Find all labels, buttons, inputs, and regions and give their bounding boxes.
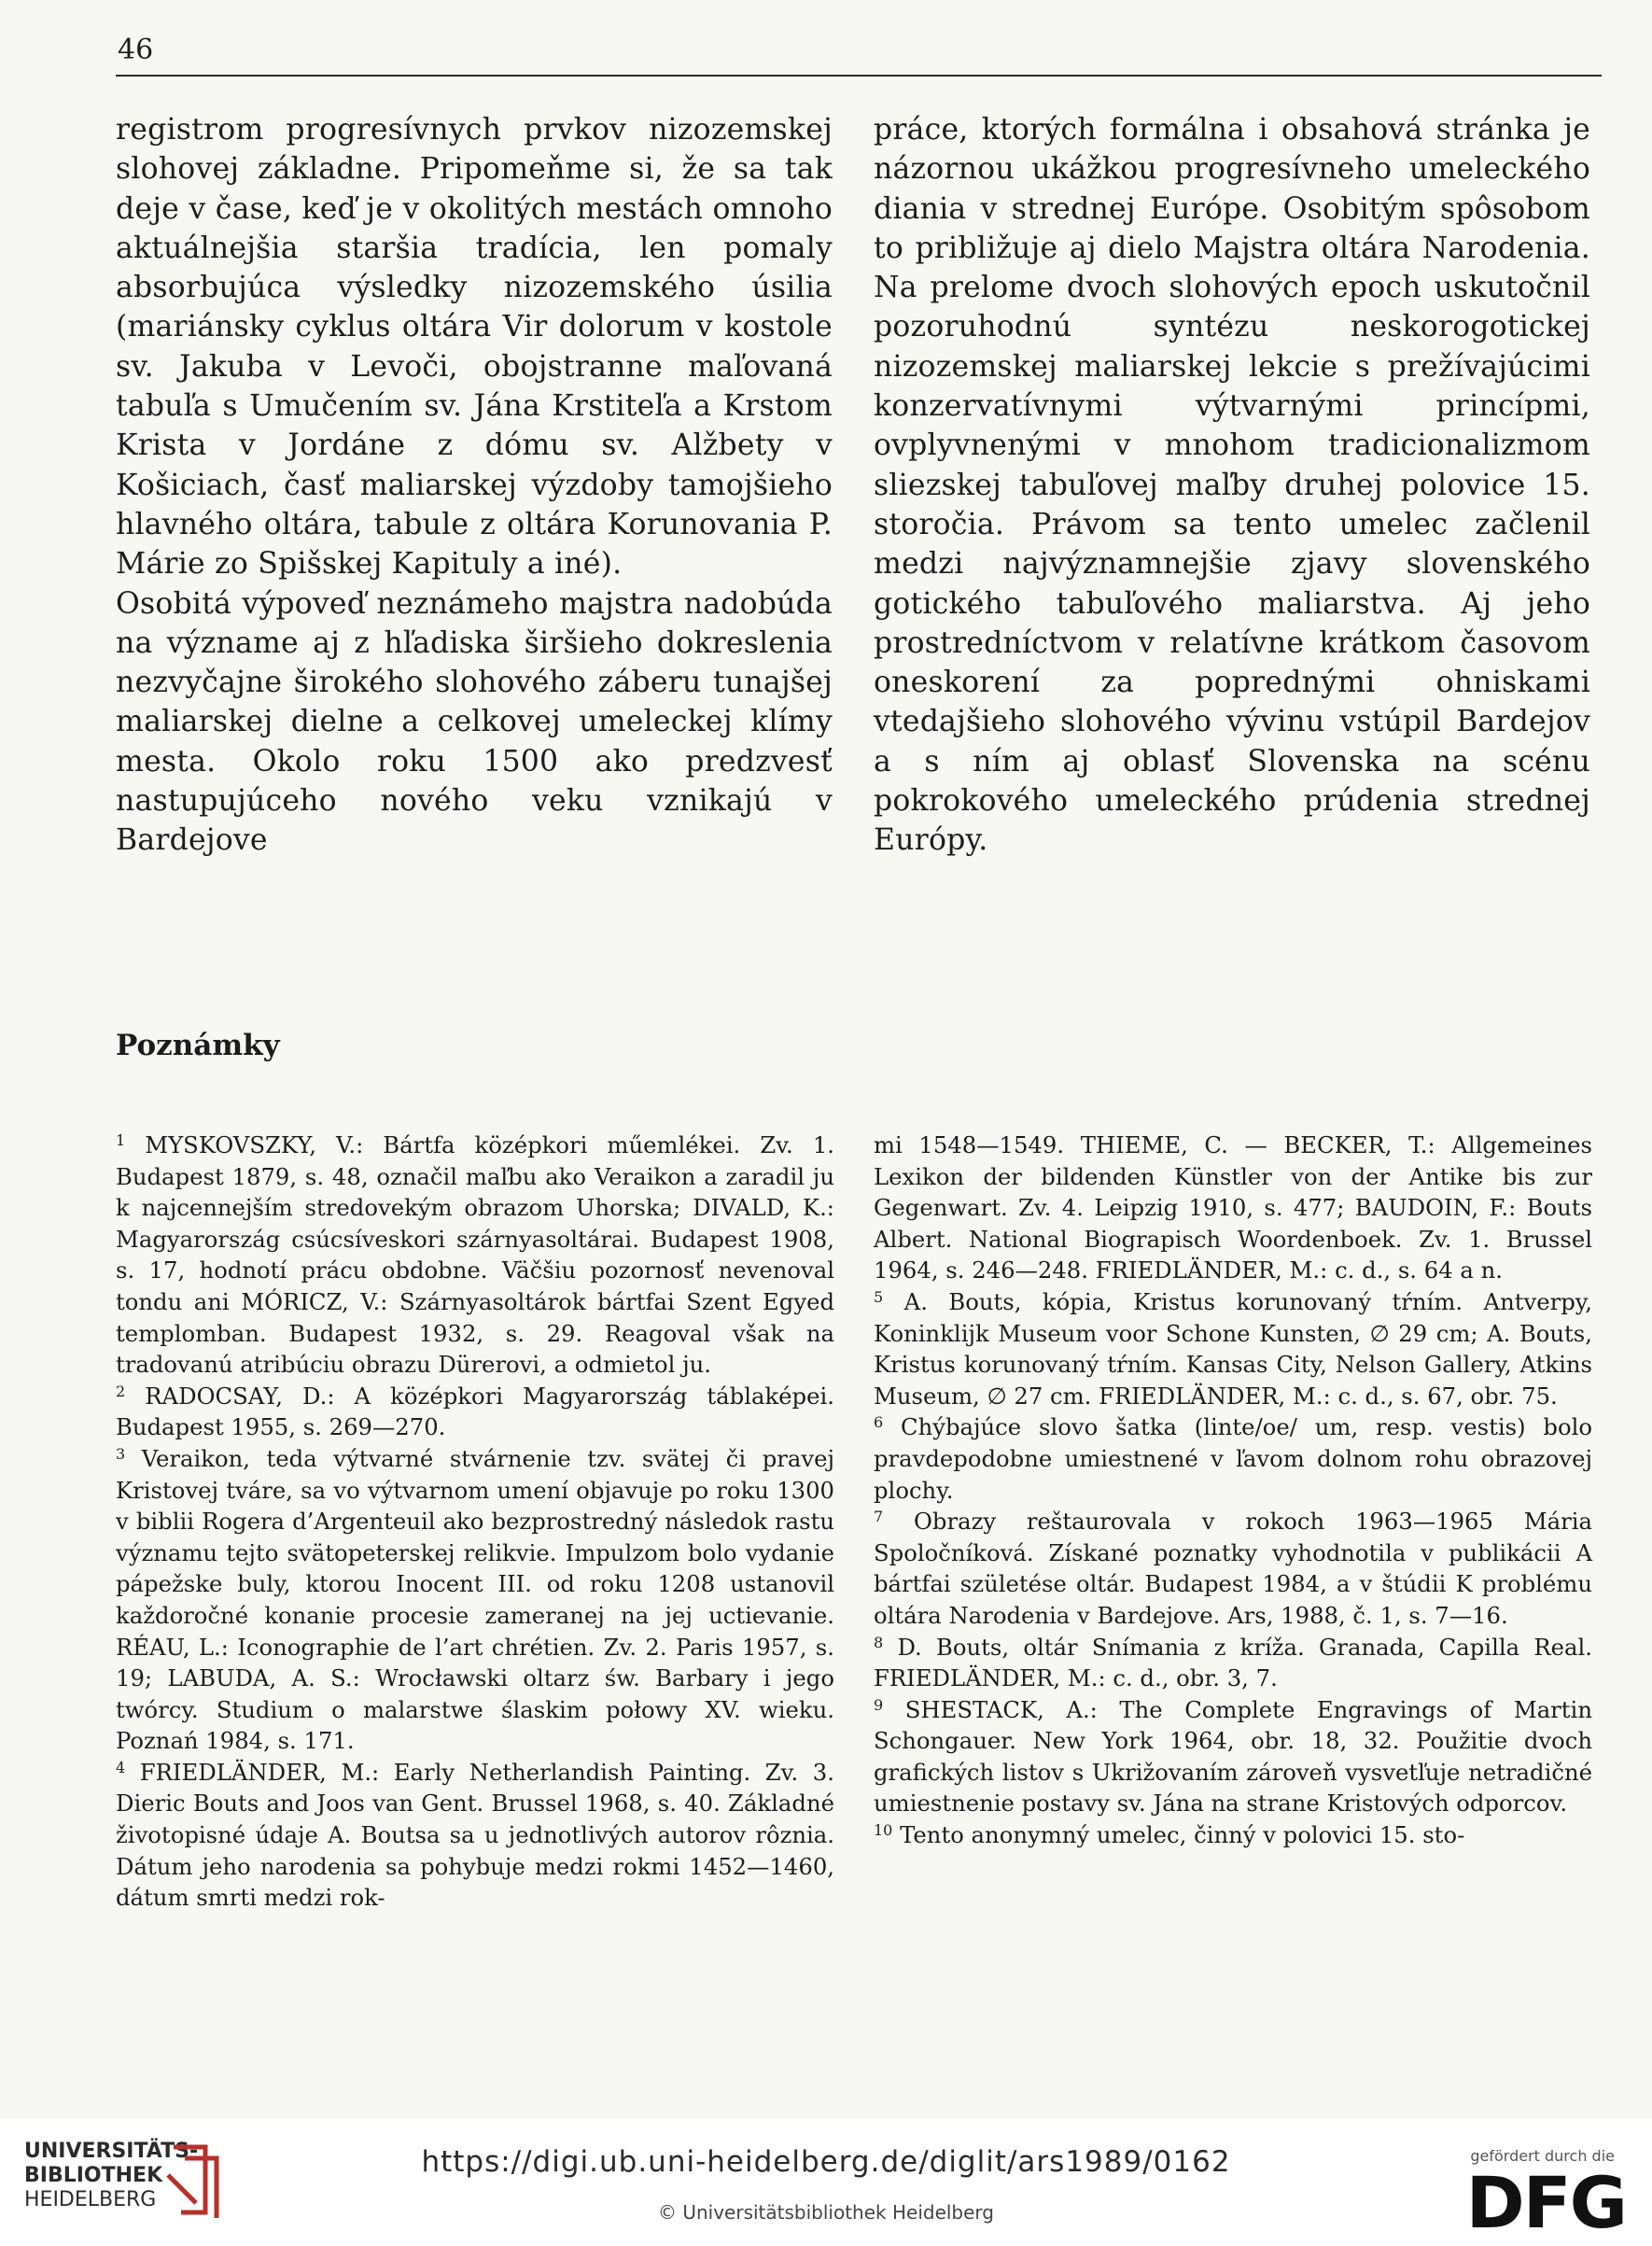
- footnote: [874, 1632, 1592, 1694]
- footnote-number: 3: [116, 1444, 126, 1463]
- footnote-number: 7: [874, 1508, 884, 1526]
- footnote-text: Chýbajúce slovo šatka (linte/oe/ um, resp. vestis) bolo pravdepodobne umiestnené v ľavom dolnom rohu obrazovej plochy.: [874, 1413, 1592, 1504]
- footnote: [874, 1286, 1592, 1411]
- footnote: [116, 1130, 834, 1381]
- footnote: [116, 1443, 834, 1757]
- footnote-number: 6: [874, 1413, 884, 1432]
- footnote: [874, 1694, 1592, 1819]
- footnote: [116, 1757, 834, 1914]
- footnote-number: 1: [116, 1131, 126, 1149]
- footnote-number: 8: [874, 1633, 884, 1651]
- footnote-text: SHESTACK, A.: The Complete Engravings of Martin Schongauer. New York 1964, obr. 18, 32. Použitie dvoch grafických listov s Ukrižovaním zároveň vysvetľuje netradičné umiestnenie postavy sv. Jána na strane Kristových odporcov.: [874, 1695, 1592, 1818]
- footnote: [874, 1411, 1592, 1506]
- body-column-right: [874, 110, 1590, 861]
- footnote: [874, 1506, 1592, 1631]
- footnote-number: 9: [874, 1695, 884, 1714]
- footnote: [874, 1819, 1592, 1851]
- footnote-text: RADOCSAY, D.: A középkori Magyarország táblaképei. Budapest 1955, s. 269—270.: [116, 1382, 834, 1441]
- body-paragraph: Osobitá výpoveď neznámeho majstra nadobúda na význame aj z hľadiska širšieho dokreslenia nezvyčajne širokého slohového záberu tunajšej maliarskej dielne a celkovej umeleckej klímy mesta. Okolo roku 1500 ako predzvesť nastupujúceho nového veku vznikajú v Bardejove: [116, 586, 833, 858]
- footnote: [116, 1381, 834, 1443]
- footnote-continuation: [874, 1130, 1592, 1286]
- body-paragraph: registrom progresívnych prvkov nizozemskej slohovej základne. Pripomeňme si, že sa tak deje v čase, keď je v okolitých mestách omnoho aktuálnejšia staršia tradícia, len pomaly absorbujúca výsledky nizozemského úsilia (mariánsky cyklus oltára Vir dolorum v kostole sv. Jakuba v Levoči, obojstranne maľovaná tabuľa s Umučením sv. Jána Krstiteľa a Krstom Krista v Jordáne z dómu sv. Alžbety v Košiciach, časť maliarskej výzdoby tamojšieho hlavného oltára, tabule z oltára Korunovania P. Márie zo Spišskej Kapituly a iné).: [116, 113, 833, 582]
- library-name-line: BIBLIOTHEK: [24, 2164, 163, 2187]
- notes-column-left: [116, 1130, 834, 1914]
- notes-column-right: [874, 1130, 1592, 1851]
- footnote-text: MYSKOVSZKY, V.: Bártfa középkori műemlékei. Zv. 1. Budapest 1879, s. 48, označil maľbu ako Veraikon a zaradil ju k najcennejším stredovekým obrazom Uhorska; DIVALD, K.: Magyarország csúcsíveskori szárnyasoltárai. Budapest 1908, s. 17, hodnotí prácu obdobne. Väčšiu pozornosť nevenoval tondu ani MÓRICZ, V.: Szárnyasoltárok bártfai Szent Egyed templomban. Budapest 1932, s. 29. Reagoval však na tradovanú atribúciu obrazu Dürerovi, a odmietol ju.: [116, 1131, 834, 1379]
- funder-label: gefördert durch die: [1470, 2147, 1615, 2165]
- footnote-text: Obrazy reštaurovala v rokoch 1963—1965 Mária Spoločníková. Získané poznatky vyhodnotila v publikácii A bártfai születése oltár. Budapest 1984, a v štúdii K problému oltára Narodenia v Bardejove. Ars, 1988, č. 1, s. 7—16.: [874, 1508, 1592, 1629]
- footnote-number: 10: [874, 1821, 893, 1840]
- dfg-logo[interactable]: DFG: [1465, 2161, 1626, 2244]
- library-name-line: UNIVERSITÄTS-: [24, 2140, 199, 2163]
- body-paragraph: práce, ktorých formálna i obsahová stránka je názornou ukážkou progresívneho umeleckého diania v strednej Európe. Osobitým spôsobom to približuje aj dielo Majstra oltára Narodenia. Na prelome dvoch slohových epoch uskutočnil pozoruhodnú syntézu neskorogotickej nizozemskej maliarskej lekcie s prežívajúcimi konzervatívnymi výtvarnými princípmi, ovplyvnenými v mnohom tradicionalizmom sliezskej tabuľovej maľby druhej polovice 15. storočia. Právom sa tento umelec začlenil medzi najvýznamnejšie zjavy slovenského gotického tabuľového maliarstva. Aj jeho prostredníctvom v relatívne krátkom časovom oneskorení za poprednými ohniskami vtedajšieho slohového vývinu vstúpil Bardejov a s ním aj oblasť Slovenska na scénu pokrokového umeleckého prúdenia strednej Európy.: [874, 113, 1590, 858]
- source-url-link[interactable]: https://digi.ub.uni-heidelberg.de/diglit/ars1989/0162: [421, 2145, 1231, 2179]
- footnote-text: A. Bouts, kópia, Kristus korunovaný tŕním. Antverpy, Koninklijk Museum voor Schone Kunsten, ∅ 29 cm; A. Bouts, Kristus korunovaný tŕním. Kansas City, Nelson Gallery, Atkins Museum, ∅ 27 cm. FRIEDLÄNDER, M.: c. d., s. 67, obr. 75.: [874, 1287, 1592, 1410]
- footer-bar: [0, 2119, 1652, 2246]
- footnote-text: D. Bouts, oltár Snímania z kríža. Granada, Capilla Real. FRIEDLÄNDER, M.: c. d., obr. 3, 7.: [874, 1633, 1592, 1692]
- footnote-text: FRIEDLÄNDER, M.: Early Netherlandish Painting. Zv. 3. Dieric Bouts and Joos van Gent. Brussel 1968, s. 40. Základné životopisné údaje A. Boutsa sa u jednotlivých autorov rôznia. Dátum jeho narodenia sa pohybuje medzi rokmi 1452—1460, dátum smrti medzi rok-: [116, 1758, 834, 1912]
- footnote-text: Tento anonymný umelec, činný v polovici 15. sto-: [900, 1821, 1465, 1849]
- page-number: 46: [118, 34, 154, 66]
- footnote-number: 5: [874, 1287, 884, 1306]
- footnote-number: 4: [116, 1758, 126, 1776]
- body-column-left: [116, 110, 833, 861]
- header-rule: [116, 75, 1602, 77]
- footnote-number: 2: [116, 1382, 126, 1400]
- library-name-line: HEIDELBERG: [24, 2188, 157, 2211]
- notes-heading: Poznámky: [116, 1029, 280, 1062]
- copyright-text: © Universitätsbibliothek Heidelberg: [657, 2201, 994, 2224]
- footnote-text: Veraikon, teda výtvarné stvárnenie tzv. svätej či pravej Kristovej tváre, sa vo výtvarnom umení objavuje po roku 1300 v biblii Rogera d’Argenteuil ako bezprostredný následok rastu významu tejto svätopeterskej relikvie. Impulzom bolo vydanie pápežske buly, ktorou Inocent III. od roku 1208 ustanovil každoročné konanie procesie zameranej na jej uctievanie. RÉAU, L.: Iconographie de l’art chrétien. Zv. 2. Paris 1957, s. 19; LABUDA, A. S.: Wrocławski oltarz św. Barbary i jego twórcy. Studium o malarstwe ślaskim połowy XV. wieku. Poznań 1984, s. 171.: [116, 1444, 834, 1755]
- footnote-text: mi 1548—1549. THIEME, C. — BECKER, T.: Allgemeines Lexikon der bildenden Künstler von der Antike bis zur Gegenwart. Zv. 4. Leipzig 1910, s. 477; BAUDOIN, F.: Bouts Albert. National Biograpisch Woordenboek. Zv. 1. Brussel 1964, s. 246—248. FRIEDLÄNDER, M.: c. d., s. 64 a n.: [874, 1131, 1592, 1284]
